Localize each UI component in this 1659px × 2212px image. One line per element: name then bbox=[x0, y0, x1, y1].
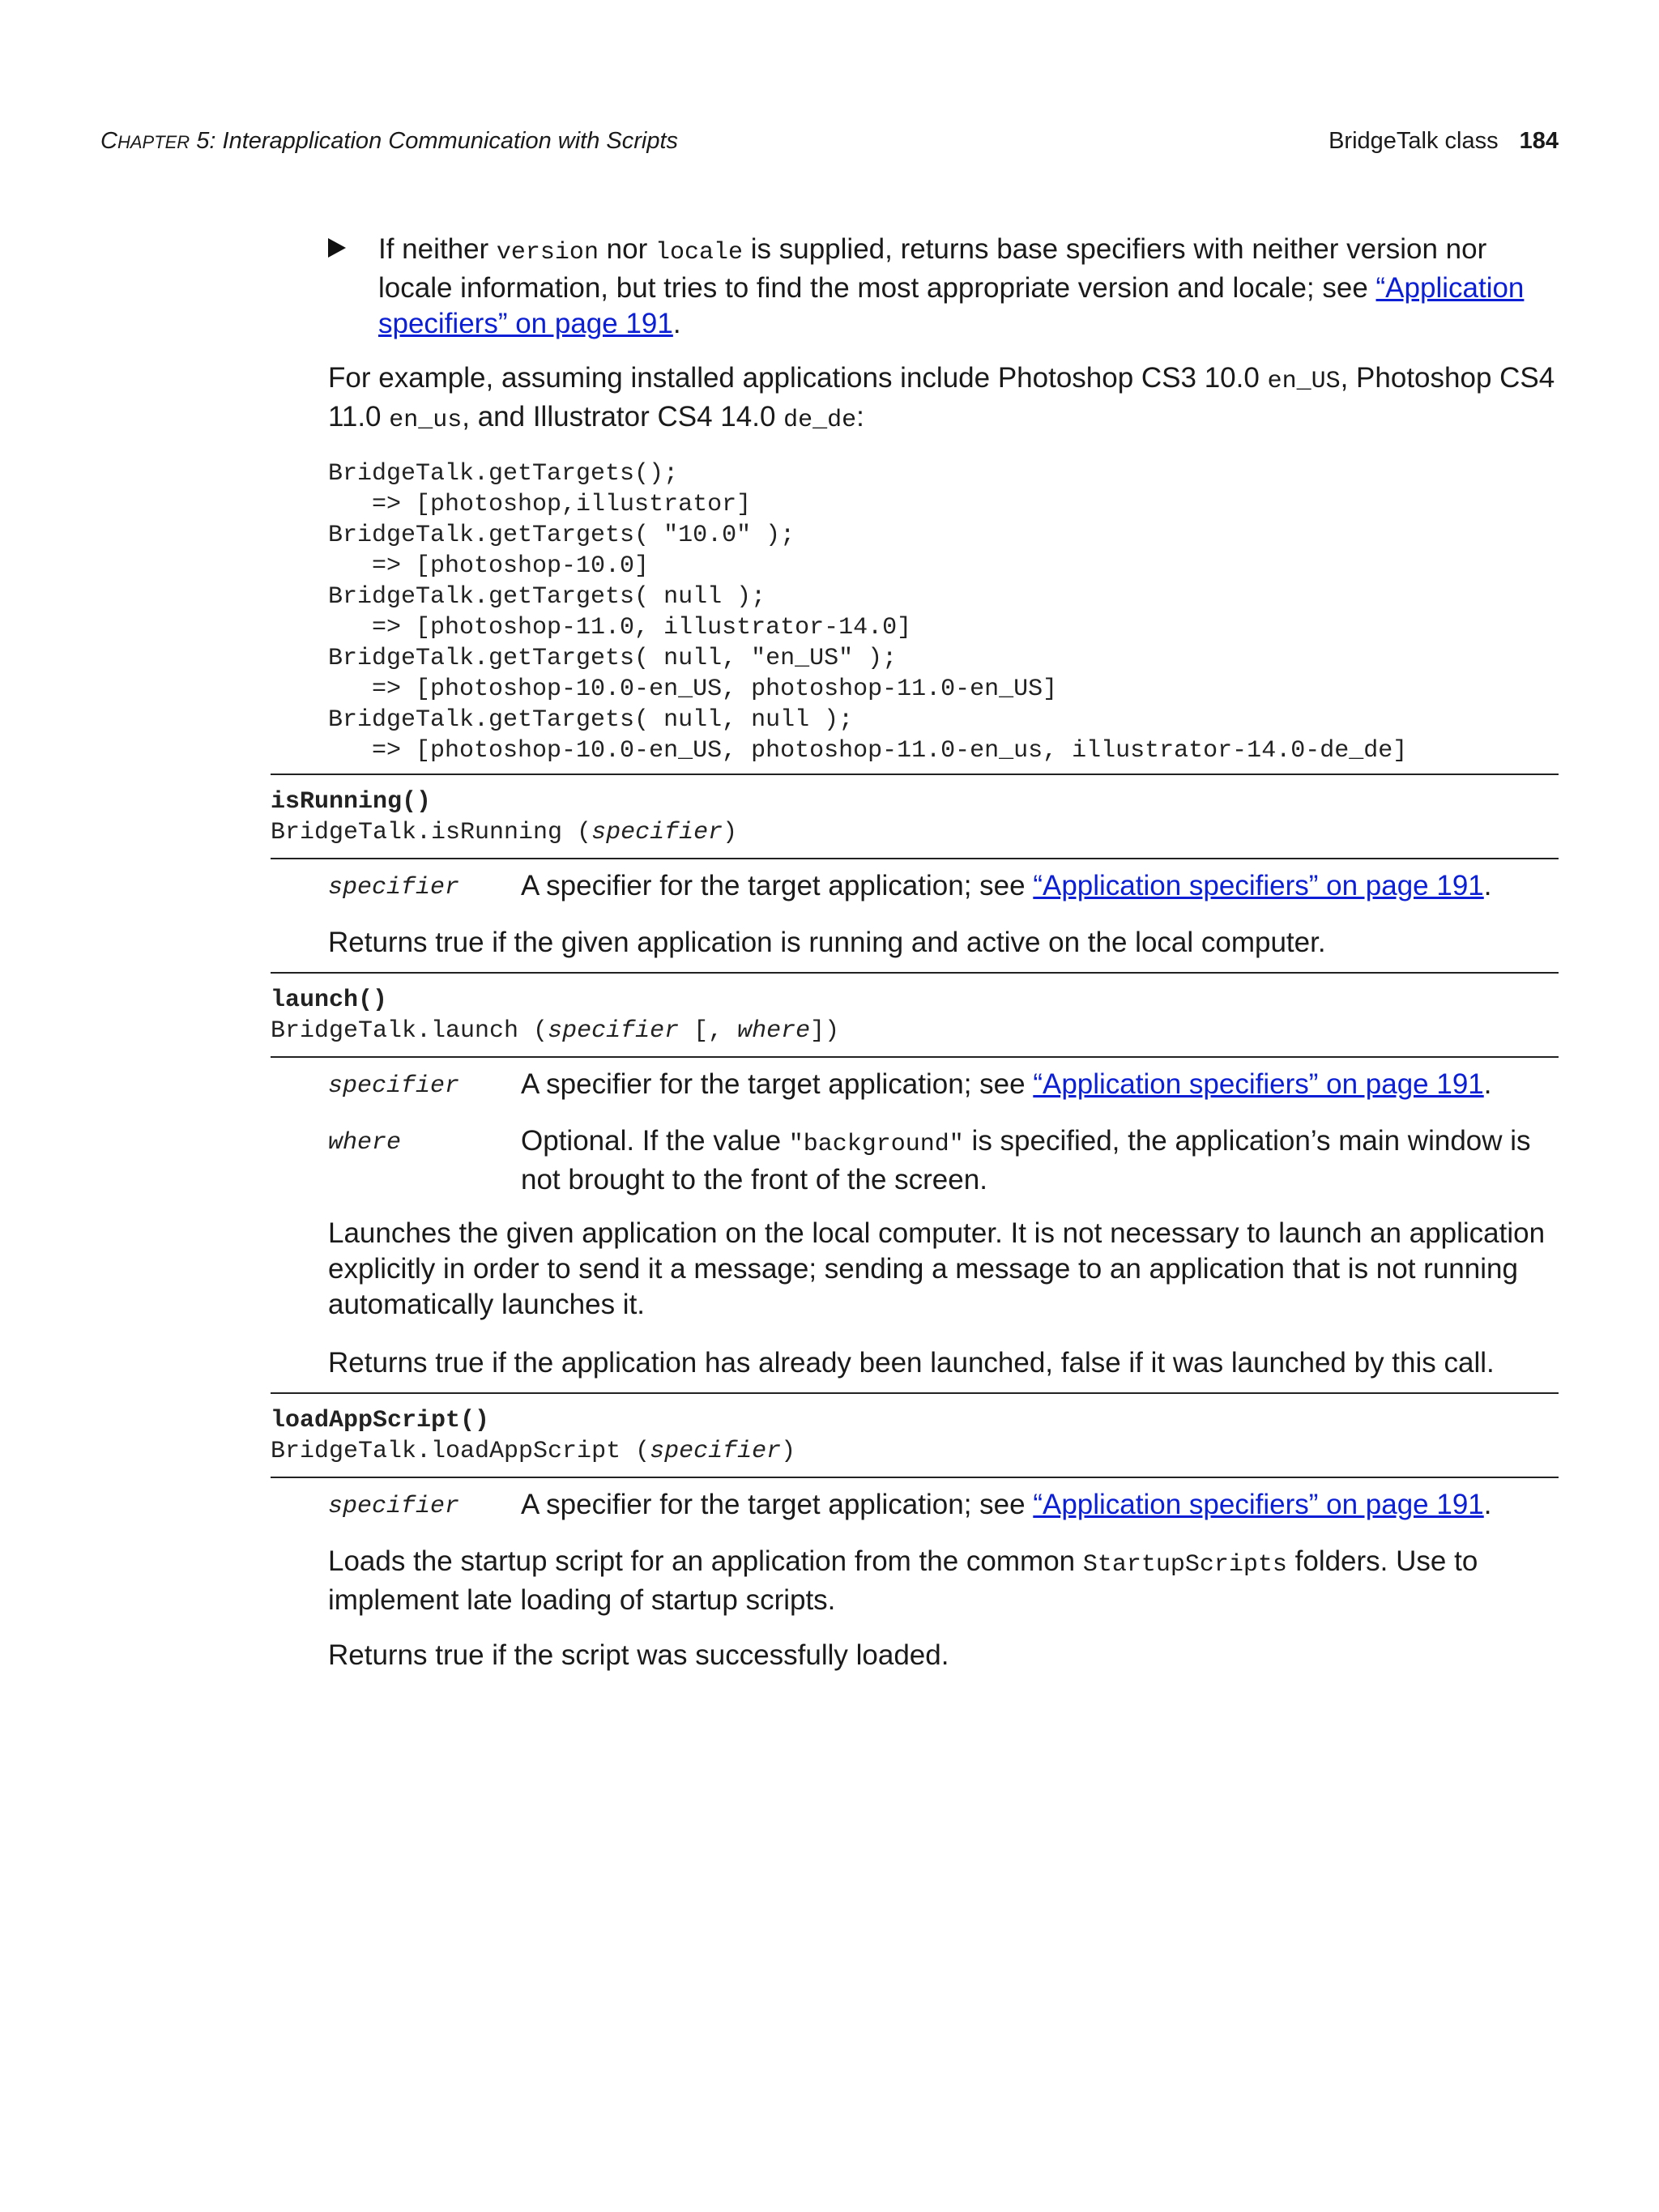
isrunning-signature bbox=[271, 786, 737, 848]
param-row bbox=[328, 1487, 1559, 1523]
param-text: A specifier for the target application; see bbox=[521, 870, 1034, 901]
param-description bbox=[521, 1123, 1559, 1198]
paragraph-text: folders. Use to implement late loading of startup scripts. bbox=[328, 1545, 1478, 1616]
syntax-text: ) bbox=[723, 819, 738, 846]
chapter-prefix-initial: C bbox=[100, 128, 117, 154]
syntax-text: ]) bbox=[810, 1017, 840, 1045]
section-divider bbox=[271, 774, 1559, 775]
bullet-text-part: . bbox=[672, 308, 681, 339]
inline-code: en_us bbox=[389, 407, 463, 434]
link-application-specifiers[interactable]: “Application specifiers” on page 191 bbox=[378, 272, 1525, 339]
paragraph-text: , Photoshop CS4 11.0 bbox=[328, 362, 1555, 433]
bullet-text bbox=[378, 232, 1558, 342]
param-text: Optional. If the value bbox=[521, 1125, 789, 1157]
param-row bbox=[328, 1123, 1559, 1198]
code-line: => [photoshop-10.0] bbox=[328, 552, 650, 580]
inline-code: de_de bbox=[783, 407, 857, 434]
method-syntax bbox=[271, 817, 737, 848]
method-name: launch() bbox=[271, 987, 388, 1014]
loadappscript-signature bbox=[271, 1405, 795, 1467]
inline-code: en_US bbox=[1267, 368, 1341, 395]
code-line: BridgeTalk.getTargets( null, null ); bbox=[328, 706, 854, 734]
param-name: specifier bbox=[328, 874, 460, 901]
returns-paragraph: Returns true if the application has already been launched, false if it was launched by this call. bbox=[328, 1347, 1495, 1379]
code-block bbox=[328, 458, 1407, 766]
link-application-specifiers[interactable]: “Application specifiers” on page 191 bbox=[1033, 1489, 1484, 1520]
returns-paragraph: Returns true if the given application is running and active on the local computer. bbox=[328, 927, 1326, 958]
section-divider bbox=[271, 1392, 1559, 1394]
code-line: => [photoshop,illustrator] bbox=[328, 491, 752, 518]
bullet-item bbox=[328, 232, 1559, 342]
param-text: A specifier for the target application; see bbox=[521, 1068, 1034, 1100]
section-title: BridgeTalk class bbox=[1328, 128, 1499, 154]
syntax-text: BridgeTalk.loadAppScript ( bbox=[271, 1438, 650, 1465]
param-name: specifier bbox=[328, 1072, 460, 1100]
inline-code: "background" bbox=[788, 1131, 964, 1158]
section-divider bbox=[271, 1477, 1559, 1478]
param-text: is specified, the application’s main window is not brought to the front of the screen. bbox=[521, 1125, 1531, 1196]
inline-code: StartupScripts bbox=[1082, 1551, 1287, 1579]
bullet-text-part: is supplied, returns base specifiers with neither version nor locale information, but tries to find the most appropriate version and locale; see bbox=[378, 233, 1487, 304]
section-divider bbox=[271, 972, 1559, 974]
param-text: . bbox=[1483, 1489, 1492, 1520]
paragraph-text: , and Illustrator CS4 14.0 bbox=[462, 401, 784, 433]
code-line: => [photoshop-10.0-en_US, photoshop-11.0-en_us, illustrator-14.0-de_de] bbox=[328, 737, 1408, 765]
inline-code: version bbox=[496, 239, 599, 266]
section-divider bbox=[271, 1056, 1559, 1058]
inline-code: locale bbox=[655, 239, 744, 266]
syntax-param: specifier bbox=[548, 1017, 680, 1045]
method-syntax bbox=[271, 1436, 795, 1467]
syntax-text: BridgeTalk.isRunning ( bbox=[271, 819, 592, 846]
syntax-param: where bbox=[737, 1017, 811, 1045]
method-name: isRunning() bbox=[271, 788, 432, 816]
link-application-specifiers[interactable]: “Application specifiers” on page 191 bbox=[1033, 870, 1484, 901]
param-row bbox=[328, 1067, 1559, 1102]
page-number: 184 bbox=[1519, 128, 1559, 154]
param-text: . bbox=[1483, 1068, 1492, 1100]
paragraph-text: : bbox=[856, 401, 864, 433]
code-line: => [photoshop-11.0, illustrator-14.0] bbox=[328, 614, 912, 641]
code-line: BridgeTalk.getTargets( null, "en_US" ); bbox=[328, 645, 898, 672]
launch-signature bbox=[271, 985, 839, 1046]
param-row bbox=[328, 868, 1559, 904]
description-paragraph bbox=[328, 1544, 1559, 1618]
section-divider bbox=[271, 858, 1559, 859]
chapter-title: 5: Interapplication Communication with Scripts bbox=[196, 128, 679, 154]
example-paragraph bbox=[328, 360, 1559, 438]
paragraph-text: Loads the startup script for an application from the common bbox=[328, 1545, 1083, 1577]
paragraph-text: For example, assuming installed applications include Photoshop CS3 10.0 bbox=[328, 362, 1268, 394]
syntax-param: specifier bbox=[650, 1438, 782, 1465]
param-description bbox=[521, 868, 1559, 904]
param-name: specifier bbox=[328, 1493, 460, 1520]
chapter-header bbox=[100, 128, 678, 155]
code-line: => [photoshop-10.0-en_US, photoshop-11.0-en_US] bbox=[328, 676, 1058, 703]
param-description bbox=[521, 1067, 1559, 1102]
param-name: where bbox=[328, 1129, 402, 1157]
syntax-param: specifier bbox=[591, 819, 723, 846]
param-text: . bbox=[1483, 870, 1492, 901]
description-paragraph: Launches the given application on the local computer. It is not necessary to launch an application explicitly in order to send it a message; sending a message to an application that is not running automatically launches it. bbox=[328, 1217, 1546, 1320]
link-application-specifiers[interactable]: “Application specifiers” on page 191 bbox=[1033, 1068, 1484, 1100]
param-text: A specifier for the target application; see bbox=[521, 1489, 1034, 1520]
bullet-text-part: nor bbox=[598, 233, 655, 265]
bullet-text-part: If neither bbox=[378, 233, 497, 265]
bullet-triangle-icon bbox=[328, 238, 346, 258]
section-header bbox=[1328, 128, 1559, 155]
param-description bbox=[521, 1487, 1559, 1523]
syntax-text: [, bbox=[679, 1017, 738, 1045]
syntax-text: ) bbox=[781, 1438, 796, 1465]
code-line: BridgeTalk.getTargets( "10.0" ); bbox=[328, 522, 795, 549]
code-line: BridgeTalk.getTargets( null ); bbox=[328, 583, 766, 611]
chapter-prefix-smallcaps: HAPTER bbox=[117, 132, 190, 152]
method-syntax bbox=[271, 1016, 839, 1046]
method-name: loadAppScript() bbox=[271, 1407, 490, 1434]
code-line: BridgeTalk.getTargets(); bbox=[328, 460, 679, 488]
syntax-text: BridgeTalk.launch ( bbox=[271, 1017, 548, 1045]
returns-paragraph: Returns true if the script was successfully loaded. bbox=[328, 1639, 949, 1671]
